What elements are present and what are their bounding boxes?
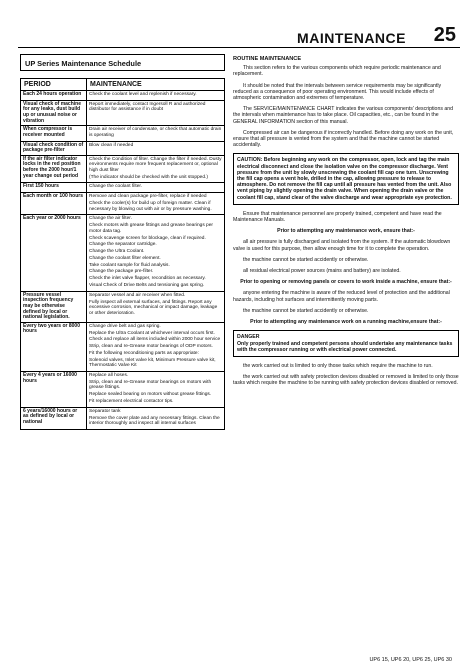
prior-heading-2: Prior to opening or removing panels or covers to work inside a machine, ensure that:-	[240, 279, 452, 286]
maintenance-item: Change the package pre-filter.	[89, 269, 154, 275]
table-row	[21, 91, 225, 101]
maintenance-item: Replace all hoses.	[89, 373, 129, 379]
period-cell: Visual check of machine for any leaks, dust build up or unusual noise or vibration	[21, 100, 87, 125]
period-cell: Pressure vessel inspection frequency may be otherwise defined by local or national legislation.	[21, 291, 87, 322]
header-title: MAINTENANCE	[297, 30, 406, 46]
maintenance-cell	[87, 183, 225, 193]
prior-heading-1: Prior to attempting any maintenance work, ensure that:-	[277, 228, 415, 235]
period-cell: Each 24 hours operation	[21, 91, 87, 101]
maintenance-cell	[87, 291, 225, 322]
table-row	[21, 100, 225, 125]
table-row	[21, 215, 225, 291]
maintenance-item: Change the coolant filter element.	[89, 255, 161, 261]
table-row	[21, 407, 225, 429]
schedule-title: UP Series Maintenance Schedule	[20, 54, 225, 71]
maintenance-item: Remove the cover plate and any necessary fittings. Clean the interior thoroughly and inspect all internal surfaces	[89, 415, 220, 427]
period-cell: Each month or 100 hours	[21, 193, 87, 215]
table-row	[21, 372, 225, 408]
maintenance-item: Replace the Ultra Coolant at whichever interval occurs first.	[89, 330, 215, 336]
maintenance-item: Change the air filter.	[89, 216, 132, 222]
maintenance-item: Separator tank	[89, 408, 121, 414]
paragraph: Compressed air can be dangerous if incorrectly handled. Before doing any work on the unit, ensure that all pressure is vented from the system and that the machine cannot be started accidentally.	[233, 129, 454, 149]
maintenance-item: Check the Condition of filter. Change the filter if needed. Dusty environments require more frequent replacement or, optional high dust filter	[89, 156, 222, 173]
paragraph: The SERVICE/MAINTENANCE CHART indicates the various components' descriptions and the intervals when maintenance has to take place. Oil capacities, etc., can be found in the GENERAL INFORMATION section of this manual.	[233, 106, 454, 125]
period-cell: First 150 hours	[21, 183, 87, 193]
maintenance-item: Blow clean if needed	[89, 142, 134, 148]
period-cell: Every 4 years or 16000 hours	[21, 372, 87, 408]
maintenance-item: Fit the following reconditioning parts as appropriate:	[89, 350, 199, 356]
maintenance-item: Change the Ultra Coolant.	[89, 249, 145, 255]
prior-heading-3: Prior to attempting any maintenance work on a running machine,ensure that:-	[250, 319, 442, 326]
paragraph: anyone entering the machine is aware of the reduced level of protection and the additional hazards, including hot surfaces and intermittently moving parts.	[233, 290, 450, 303]
table-row	[21, 183, 225, 193]
table-header-row	[21, 79, 225, 91]
paragraph: the machine cannot be started accidently or otherwise.	[243, 256, 369, 263]
maintenance-item: Change the coolant filter.	[89, 184, 143, 190]
table-row	[21, 141, 225, 155]
maintenance-item: Change drive belt and gas spring.	[89, 323, 161, 329]
paragraph: all air pressure is fully discharged and isolated from the system. If the automatic blowdown valve is used for this purpose, then allow enough time for it to complete the operation.	[233, 239, 451, 252]
maintenance-item: (The indicator should be checked with the unit stopped.)	[89, 174, 208, 180]
maintenance-item: Report immediately, contact Ingersoll R and authorized distributor for assistance if in doubt	[89, 101, 206, 113]
schedule-rows	[21, 91, 225, 430]
danger-title: DANGER	[237, 334, 260, 341]
routine-heading: ROUTINE MAINTENANCE	[233, 56, 302, 62]
page-number: 25	[433, 24, 456, 46]
maintenance-item: Strip, clean and re-Grease motor bearings on motors with grease fittings.	[89, 379, 212, 391]
maintenance-item: Check scavenge screen for blockage, clean if required.	[89, 235, 206, 241]
maintenance-cell	[87, 215, 225, 291]
danger-text: Only properly trained and competent persons should undertake any maintenance tasks with the compressor running or with electrical power connected.	[237, 340, 453, 353]
maintenance-item: Check the cooler(s) for build up of foreign matter. Clean if necessary by blowing out with air or by pressure washing.	[89, 201, 212, 212]
maintenance-item: Check motors with grease fittings and grease bearings per motor data tag.	[89, 223, 213, 234]
caution-box: CAUTION: Before beginning any work on the compressor, open, lock and tag the main electrical disconnect and close the isolation valve on the compressor discharge. Vent pressure from the unit by slowly unscrewing the coolant fill cap one turn. Unscrewing the fill cap opens a vent hole, drilled in the cap, allowing pressure to release to atmosphere. Do not remove the fill cap until all pressure has vented from the unit. Also vent piping by slightly opening the drain valve. When opening the drain valve or the coolant fill cap, stand clear of the valve discharge and wear appropriate eye protection.	[233, 153, 459, 204]
table-row	[21, 193, 225, 215]
maintenance-item: Check the inlet valve flapper, recondition as necessary.	[89, 276, 206, 282]
maintenance-item: Drain air receiver of condensate, or check that automatic drain is operating	[89, 127, 222, 138]
maintenance-item: Take coolant sample for fluid analysis.	[89, 262, 170, 268]
maintenance-cell	[87, 193, 225, 215]
routine-maintenance-column	[233, 56, 459, 392]
maintenance-item: Visual Check of Drive Belts and tensioning gas spring.	[89, 283, 205, 289]
maintenance-cell	[87, 126, 225, 141]
table-row	[21, 155, 225, 183]
maintenance-cell	[87, 155, 225, 183]
period-cell: Visual check condition of package pre-filter	[21, 141, 87, 155]
paragraph: This section refers to the various components which require periodic maintenance and replacement.	[233, 65, 441, 78]
table-row	[21, 291, 225, 322]
period-header: PERIOD	[21, 79, 87, 91]
period-cell: 6 years/16000 hours or as defined by local or national	[21, 407, 87, 429]
maintenance-item: Strip, clean and re-Grease motor bearings of ODP motors.	[89, 344, 213, 350]
schedule-table	[20, 78, 225, 430]
period-cell: When compressor is receiver mounted	[21, 126, 87, 141]
page-header	[0, 0, 474, 46]
maintenance-cell	[87, 91, 225, 101]
maintenance-cell	[87, 322, 225, 371]
maintenance-item: Change the separator cartridge.	[89, 242, 157, 248]
footer-models: UP6 15, UP6 20, UP6 25, UP6 30	[369, 657, 452, 663]
header-rule	[18, 47, 460, 48]
paragraph: the machine cannot be started accidently or otherwise.	[243, 307, 369, 314]
paragraph: all residual electrical power sources (mains and battery) are isolated.	[243, 268, 401, 275]
maintenance-item: Fully inspect all external surfaces, and fittings. Report any excessive corrosion, mechanical or impact damage, leakage or other deterioration.	[89, 299, 218, 316]
maintenance-item: Remove and clean package pre-filter, replace if needed	[89, 194, 207, 200]
maintenance-item: Separator vessel and air receiver when fitted.	[89, 292, 186, 298]
maintenance-header: MAINTENANCE	[87, 79, 225, 91]
maintenance-cell	[87, 100, 225, 125]
danger-box	[233, 330, 459, 357]
paragraph: the work carried out with safety protection devices disabled or removed is limited to only those tasks which require the machine to be running with safety protection devices disabled or removed.	[233, 374, 459, 387]
maintenance-item: Fit replacement electrical contactor tips.	[89, 399, 174, 404]
table-row	[21, 126, 225, 141]
period-cell: Every two years or 8000 hours	[21, 322, 87, 371]
maintenance-item: Solenoid valves, Inlet valve kit, Minimum Pressure valve kit, Thermostatic Valve Kit	[89, 357, 216, 369]
maintenance-cell	[87, 407, 225, 429]
period-cell: If the air filter indicator locks in the red position before the 2000 hour/1 year change out period	[21, 155, 87, 183]
paragraph: the work carried out is limited to only those tasks which require the machine to run.	[243, 362, 433, 369]
paragraph: It should be noted that the intervals between service requirements may be significantly reduced as a consequence of poor operating environment. This would include effects of atmospheric contamination and extremes of temperature.	[233, 82, 442, 102]
table-row	[21, 322, 225, 371]
maintenance-cell	[87, 372, 225, 408]
paragraph: Ensure that maintenance personnel are properly trained, competent and have read the Maintenance Manuals.	[233, 210, 442, 224]
maintenance-cell	[87, 141, 225, 155]
maintenance-item: Check the coolant level and replenish if necessary.	[89, 92, 197, 97]
maintenance-item: Check and replace all items included within 2000 hour service	[89, 337, 221, 343]
maintenance-item: Replace sealed bearing on motors without grease fittings.	[89, 392, 212, 398]
period-cell: Each year or 2000 hours	[21, 215, 87, 291]
schedule-column	[20, 54, 225, 430]
